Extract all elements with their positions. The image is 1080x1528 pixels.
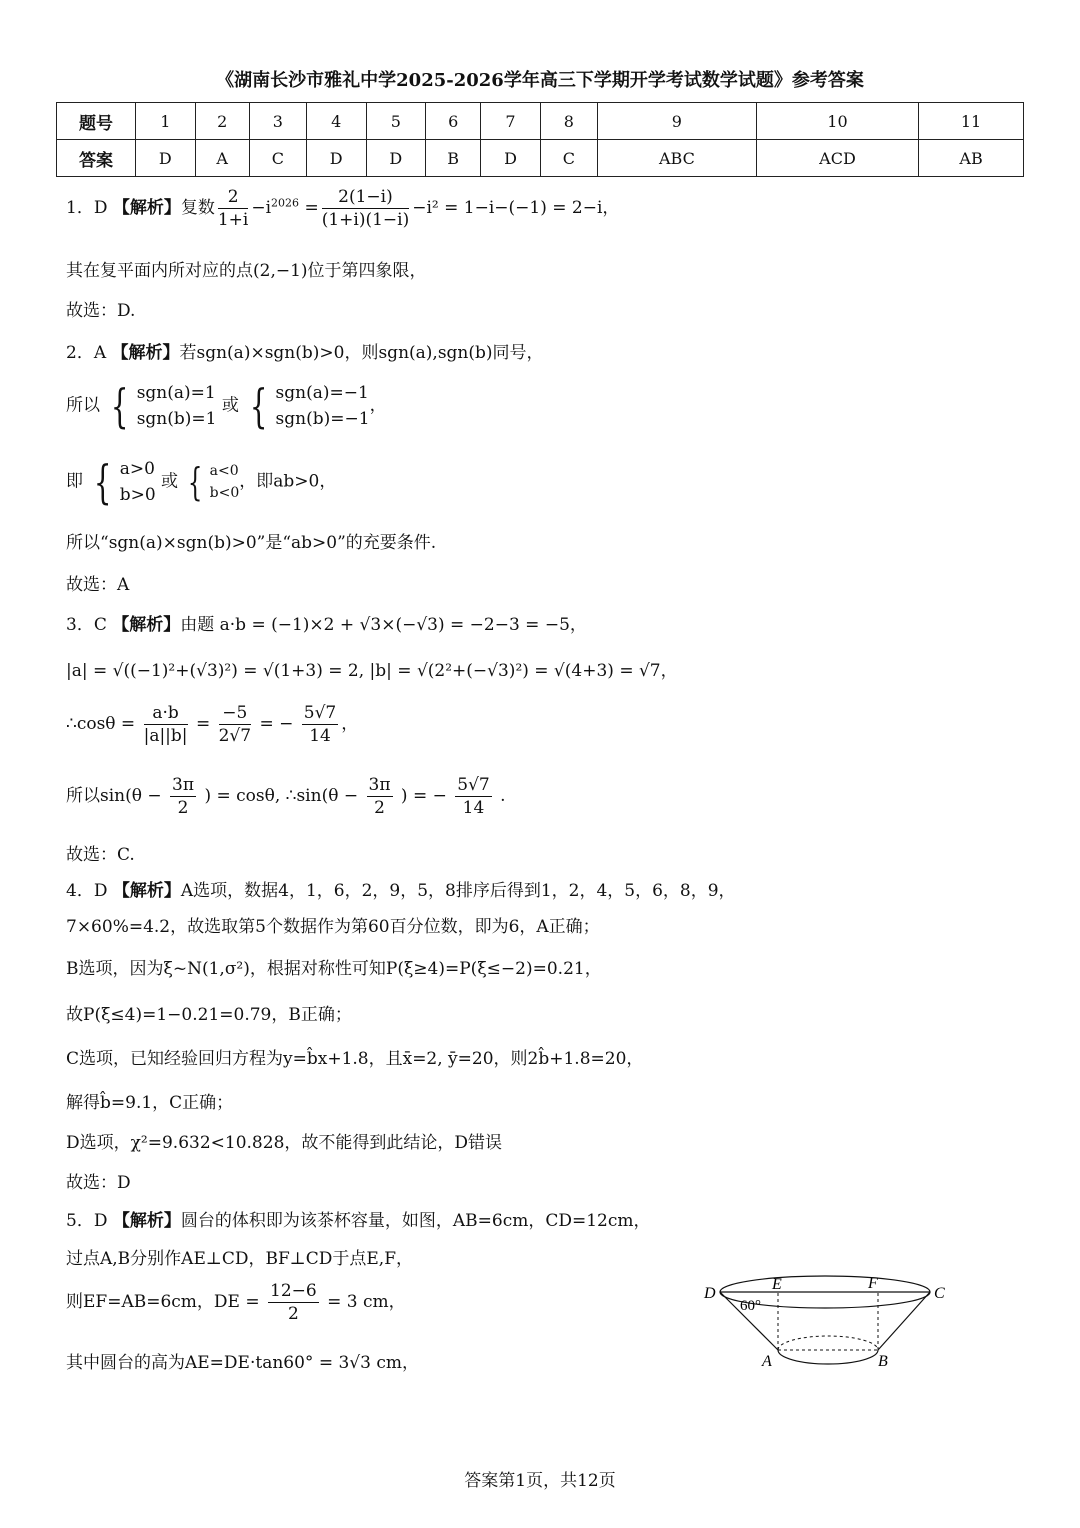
q3-text: ) = −	[400, 786, 447, 806]
frac-den: 2	[374, 798, 385, 818]
system-row: sgn(b)=−1	[275, 409, 370, 429]
q4-line4: 故P(ξ≤4)=1−0.21=0.79，B正确；	[66, 1005, 352, 1025]
q1-line1	[66, 186, 619, 231]
q4-line8: 故选：D	[66, 1173, 131, 1193]
q4-line6: 解得b̂=9.1，C正确；	[66, 1093, 234, 1113]
system-row: b>0	[119, 485, 156, 505]
q2-text: 或	[161, 471, 179, 492]
q3-fraction	[170, 774, 196, 819]
frac-num: 12−6	[270, 1281, 317, 1301]
frac-den: 14	[462, 798, 485, 818]
q3-line2: |a| = √((−1)²+(√3)²) = √(1+3) = 2, |b| = √(2²+(−√3)²) = √(4+3) = √7，	[66, 661, 678, 681]
q3-fraction	[455, 774, 491, 819]
question-number: 10	[756, 103, 918, 140]
row-header-answer: 答案	[57, 140, 136, 177]
q3-text: 由题 a·b = (−1)×2 + √3×(−√3) = −2−3 = −5，	[180, 615, 587, 635]
label-e: E	[772, 1276, 782, 1293]
frac-num: 3π	[368, 775, 391, 795]
frac-num: a·b	[144, 702, 188, 725]
q4-line7: D选项，χ²=9.632<10.828，故不能得到此结论，D错误	[66, 1133, 503, 1153]
frustum-figure	[700, 1262, 950, 1382]
q3-tag: 【解析】	[112, 615, 181, 635]
system-row: sgn(a)=1	[136, 383, 216, 403]
q2-text: 或	[221, 395, 239, 416]
frac-num: 3π	[172, 775, 195, 795]
q3-text: 所以sin(θ −	[66, 786, 162, 806]
q1-text: −i	[251, 198, 272, 218]
q3-fraction	[144, 702, 188, 747]
answer-table	[56, 102, 1024, 177]
q1-line3: 故选：D.	[66, 301, 136, 321]
question-number: 6	[426, 103, 481, 140]
q4-text: A选项，数据4，1，6，2，9，5，8排序后得到1，2，4，5，6，8，9，	[180, 881, 736, 901]
q5-number: 5．D	[66, 1211, 108, 1231]
frac-den: 2	[177, 798, 189, 818]
q3-fraction	[219, 702, 251, 747]
q3-fraction	[367, 774, 393, 819]
q3-line3	[66, 702, 358, 747]
q5-text: 圆台的体积即为该茶杯容量，如图，AB=6cm，CD=12cm，	[180, 1211, 651, 1231]
q4-line3: B选项，因为ξ~N(1,σ²)，根据对称性可知P(ξ≥4)=P(ξ≤−2)=0.21，	[66, 959, 602, 979]
frac-den: (1+i)(1−i)	[321, 210, 410, 230]
bottom-arc-front	[778, 1350, 878, 1364]
q4-tag: 【解析】	[112, 881, 181, 901]
system-row: b<0	[209, 485, 240, 501]
q5-tag: 【解析】	[112, 1211, 181, 1231]
question-number: 2	[195, 103, 249, 140]
row-header-number: 题号	[57, 103, 136, 140]
page-footer: 答案第1页，共12页	[464, 1471, 616, 1491]
answer-cell: C	[540, 140, 597, 177]
q2-text: ，即ab>0，	[239, 471, 337, 492]
q2-text: ，	[369, 395, 387, 416]
q1-number: 1．D	[66, 198, 108, 218]
answer-cell: D	[481, 140, 541, 177]
frac-num: 5√7	[303, 703, 337, 723]
q5-line1	[66, 1206, 650, 1231]
label-c: C	[934, 1285, 945, 1302]
q3-line1	[66, 610, 587, 635]
q3-text: ，	[341, 714, 359, 734]
q2-line5: 故选：A	[66, 575, 130, 595]
frac-den: 2	[287, 1304, 299, 1324]
q2-text: 若sgn(a)×sgn(b)>0，则sgn(a),sgn(b)同号，	[179, 343, 544, 363]
question-number: 7	[481, 103, 541, 140]
q2-line3	[66, 456, 336, 508]
label-b: B	[878, 1353, 888, 1370]
q4-line1	[66, 876, 736, 901]
question-number: 9	[597, 103, 756, 140]
q3-number: 3．C	[66, 615, 107, 635]
system-row: sgn(a)=−1	[275, 383, 369, 403]
question-number-row	[57, 103, 1024, 140]
q2-line1	[66, 338, 544, 363]
answer-cell: D	[136, 140, 196, 177]
question-number: 1	[136, 103, 196, 140]
q1-line2: 其在复平面内所对应的点(2,−1)位于第四象限，	[66, 261, 427, 281]
q2-number: 2．A	[66, 343, 107, 363]
q1-tag: 【解析】	[112, 198, 181, 218]
q4-line2: 7×60%=4.2，故选取第5个数据作为第60百分位数，即为6，A正确；	[66, 917, 600, 937]
q5-text: = 3 cm，	[327, 1292, 406, 1312]
frac-den: 14	[309, 726, 331, 746]
q5-line4: 其中圆台的高为AE=DE·tan60° = 3√3 cm，	[66, 1353, 419, 1373]
label-a: A	[762, 1353, 772, 1370]
answer-cell: A	[195, 140, 249, 177]
label-f: F	[868, 1275, 878, 1292]
q1-text: =	[304, 198, 319, 218]
answer-cell: ACD	[756, 140, 918, 177]
q1-exponent: 2026	[271, 196, 300, 210]
bottom-arc-back	[778, 1336, 878, 1350]
q2-text: 即	[66, 471, 83, 492]
q2-text: 所以	[66, 395, 100, 416]
q2-line4: 所以“sgn(a)×sgn(b)>0”是“ab>0”的充要条件.	[66, 533, 437, 553]
q5-line3	[66, 1280, 406, 1325]
label-d: D	[704, 1285, 716, 1302]
question-number: 11	[919, 103, 1024, 140]
frac-num: 2	[218, 186, 249, 209]
frac-num: 5√7	[457, 775, 490, 795]
question-number: 3	[249, 103, 306, 140]
system-row: a<0	[209, 463, 239, 479]
q3-text: .	[500, 786, 506, 806]
frac-num: −5	[219, 702, 251, 725]
frac-den: 2√7	[218, 726, 252, 746]
q1-fraction-2	[322, 186, 410, 231]
answer-cell: C	[249, 140, 306, 177]
frac-num: 2(1−i)	[322, 186, 410, 209]
q2-system-4: { a<0 b<0	[188, 460, 240, 504]
q2-system-3: { a>0 b>0	[94, 455, 156, 509]
page-title: 《湖南长沙市雅礼中学2025-2026学年高三下学期开学考试数学试题》参考答案	[216, 70, 864, 91]
q1-text: 复数	[180, 198, 215, 218]
q4-number: 4．D	[66, 881, 108, 901]
side-cb	[878, 1292, 930, 1350]
system-row: a>0	[119, 459, 155, 479]
q3-line5: 故选：C.	[66, 845, 135, 865]
q4-line5: C选项，已知经验回归方程为y=b̂x+1.8，且x̄=2, ȳ=20，则2b̂+1.8=20，	[66, 1049, 644, 1069]
q2-tag: 【解析】	[111, 343, 180, 363]
q1-text: −i² = 1−i−(−1) = 2−i，	[412, 198, 620, 218]
q5-line2: 过点A,B分别作AE⊥CD，BF⊥CD于点E,F，	[66, 1249, 414, 1269]
q2-system-1: { sgn(a)=1 sgn(b)=1	[111, 379, 217, 433]
question-number: 5	[366, 103, 426, 140]
q3-text: = −	[259, 714, 294, 734]
answer-cell: D	[306, 140, 366, 177]
q5-text: 则EF=AB=6cm，DE =	[66, 1292, 260, 1312]
q1-fraction-1	[218, 186, 249, 231]
question-number: 4	[306, 103, 366, 140]
frac-den: 1+i	[217, 210, 249, 230]
q2-line2	[66, 380, 387, 432]
question-number: 8	[540, 103, 597, 140]
answer-cell: AB	[919, 140, 1024, 177]
q3-text: =	[195, 714, 211, 734]
system-row: sgn(b)=1	[136, 409, 217, 429]
q3-fraction	[302, 702, 338, 747]
answer-cell: B	[426, 140, 481, 177]
q5-fraction	[268, 1280, 319, 1325]
answer-cell: D	[366, 140, 426, 177]
q3-text: ) = cosθ, ∴sin(θ −	[204, 786, 359, 806]
q3-line4	[66, 774, 506, 819]
answer-row	[57, 140, 1024, 177]
q3-text: ∴cosθ =	[66, 714, 136, 734]
label-angle: 60°	[740, 1298, 761, 1314]
frac-den: |a||b|	[143, 726, 188, 746]
q2-system-2: { sgn(a)=−1 sgn(b)=−1	[250, 379, 370, 433]
answer-cell: ABC	[597, 140, 756, 177]
